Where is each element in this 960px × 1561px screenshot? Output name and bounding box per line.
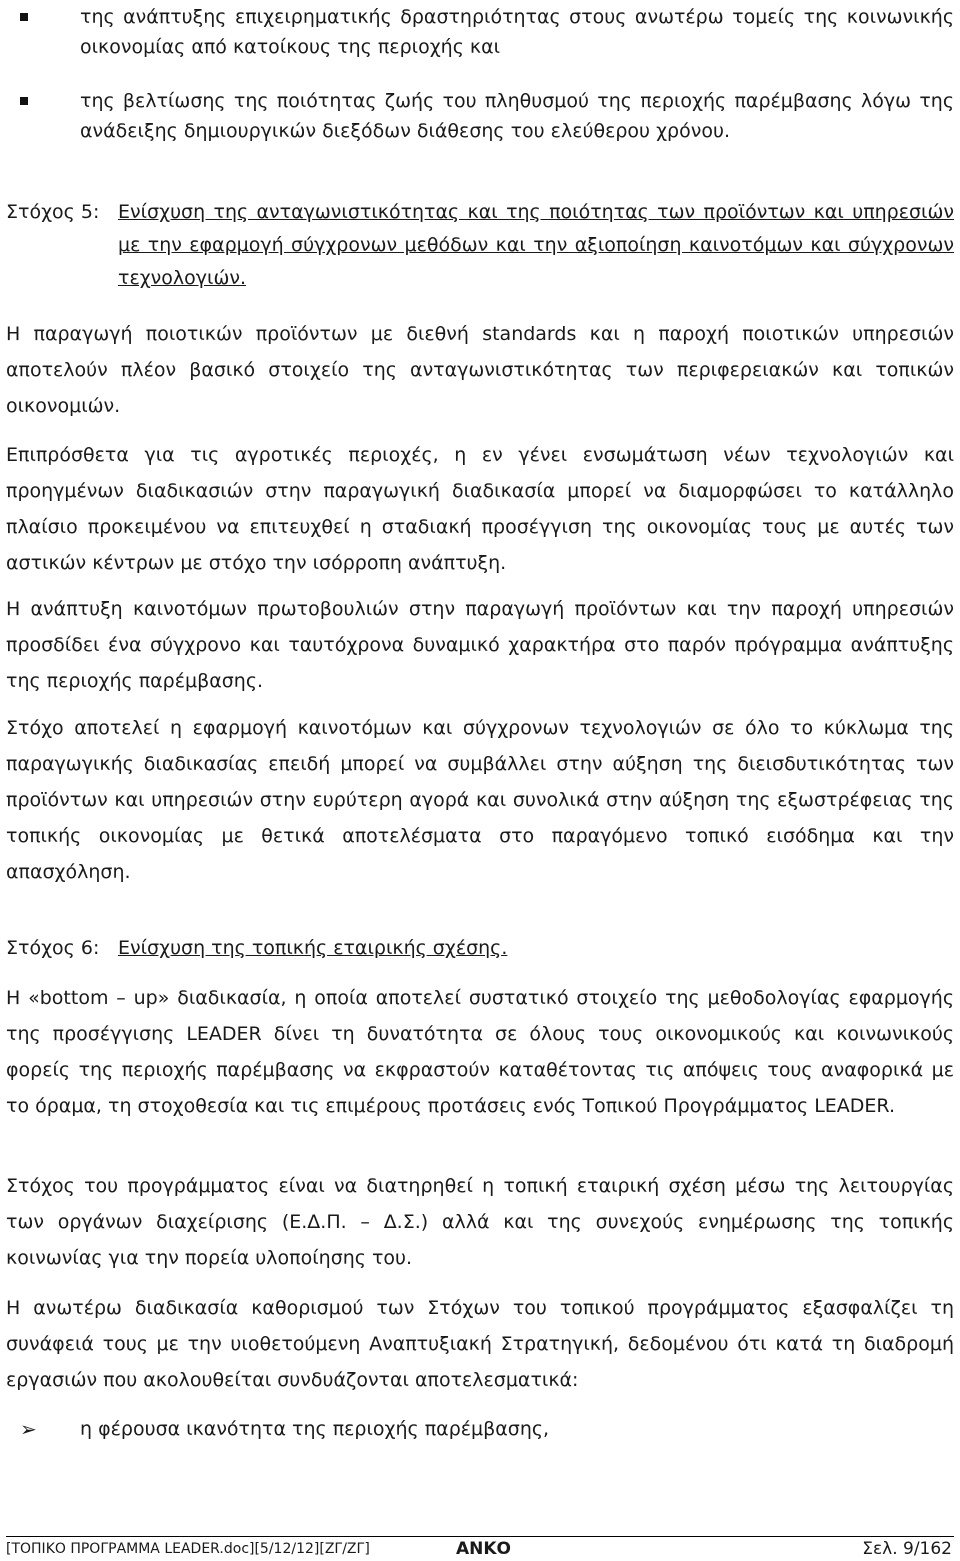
bullet-text: της βελτίωσης της ποιότητας ζωής του πληθυσμού της περιοχής παρέμβασης λόγω της ανάδειξης δημιουργικών διεξόδων διάθεσης του ελεύθερου χρόνου. xyxy=(80,90,954,142)
paragraph: Επιπρόσθετα για τις αγροτικές περιοχές, η εν γένει ενσωμάτωση νέων τεχνολογιών και προηγμένων διαδικασιών στην παραγωγική διαδικασία μπορεί να διαμορφώσει το κατάλληλο πλαίσιο προκειμένου να επιτευχθεί η σταδιακή προσέγγιση της οικονομίας τους με αυτές των αστικών κέντρων με στόχο την ισόρροπη ανάπτυξη. xyxy=(6,444,954,574)
paragraph: Η ανωτέρω διαδικασία καθορισμού των Στόχων του τοπικού προγράμματος εξασφαλίζει τη συνάφειά τους με την υιοθετούμενη Αναπτυξιακή Στρατηγική, δεδομένου ότι κατά τη διαδρομή εργασιών που ακολουθείται συνδυάζονται αποτελεσματικά: xyxy=(6,1297,954,1391)
arrow-item-text: η φέρουσα ικανότητα της περιοχής παρέμβασης, xyxy=(80,1418,550,1440)
paragraph: Στόχος του προγράμματος είναι να διατηρηθεί η τοπική εταιρική σχέση μέσω της λειτουργίας των οργάνων διαχείρισης (Ε.Δ.Π. – Δ.Σ.) αλλά και της συνεχούς ενημέρωσης της τοπικής κοινωνίας για την πορεία υλοποίησης του. xyxy=(6,1175,954,1269)
goal-5-label: Στόχος 5: xyxy=(6,201,100,223)
arrow-bullet-icon: ➢ xyxy=(20,1417,37,1441)
footer-organization: ΑΝΚΟ xyxy=(456,1539,512,1559)
bullet-item xyxy=(6,86,954,148)
goal-6-text: Ενίσχυση της τοπικής εταιρικής σχέσης. xyxy=(118,937,508,959)
bullet-item xyxy=(6,2,954,64)
goal-5-text: Ενίσχυση της ανταγωνιστικότητας και της ποιότητας των προϊόντων και υπηρεσιών με την εφαρμογή σύγχρονων μεθόδων και την αξιοποίηση καινοτόμων και σύγχρονων τεχνολογιών. xyxy=(118,201,954,289)
square-bullet-icon xyxy=(20,13,28,21)
footer-document-ref: [ΤΟΠΙΚΟ ΠΡΟΓΡΑΜΜΑ LEADER.doc][5/12/12][ΖΓ/ΖΓ] xyxy=(6,1541,370,1557)
square-bullet-icon xyxy=(20,97,28,105)
footer-page-number: Σελ. 9/162 xyxy=(862,1539,952,1559)
paragraph: Η ανάπτυξη καινοτόμων πρωτοβουλιών στην παραγωγή προϊόντων και την παροχή υπηρεσιών προσδίδει ένα σύγχρονο και ταυτόχρονα δυναμικό χαρακτήρα στο παρόν πρόγραμμα ανάπτυξης της περιοχής παρέμβασης. xyxy=(6,598,954,692)
goal-6-label: Στόχος 6: xyxy=(6,937,100,959)
arrow-list-item xyxy=(6,1414,954,1444)
bullet-text: της ανάπτυξης επιχειρηματικής δραστηριότητας στους ανωτέρω τομείς της κοινωνικής οικονομίας από κατοίκους της περιοχής και xyxy=(80,6,954,58)
paragraph: Στόχο αποτελεί η εφαρμογή καινοτόμων και σύγχρονων τεχνολογιών σε όλο το κύκλωμα της παραγωγικής διαδικασίας επειδή μπορεί να συμβάλλει στην αύξηση της διεισδυτικότητας των προϊόντων και υπηρεσιών στην ευρύτερη αγορά και συνολικά στην αύξηση της εξωστρέφειας της τοπικής οικονομίας με θετικά αποτελέσματα στο παραγόμενο τοπικό εισόδημα και την απασχόληση. xyxy=(6,717,954,883)
page-footer xyxy=(6,1536,954,1561)
paragraph: Η «bottom – up» διαδικασία, η οποία αποτελεί συστατικό στοιχείο της μεθοδολογίας εφαρμογής της προσέγγισης LEADER δίνει τη δυνατότητα σε όλους τους οικονομικούς και κοινωνικούς φορείς της περιοχής παρέμβασης να εκφραστούν καταθέτοντας τις απόψεις τους αναφορικά με το όραμα, τη στοχοθεσία και τις επιμέρους προτάσεις ενός Τοπικού Προγράμματος LEADER. xyxy=(6,987,954,1117)
paragraph: Η παραγωγή ποιοτικών προϊόντων με διεθνή standards και η παροχή ποιοτικών υπηρεσιών αποτελούν πλέον βασικό στοιχείο της ανταγωνιστικότητας των περιφερειακών και τοπικών οικονομιών. xyxy=(6,323,954,417)
